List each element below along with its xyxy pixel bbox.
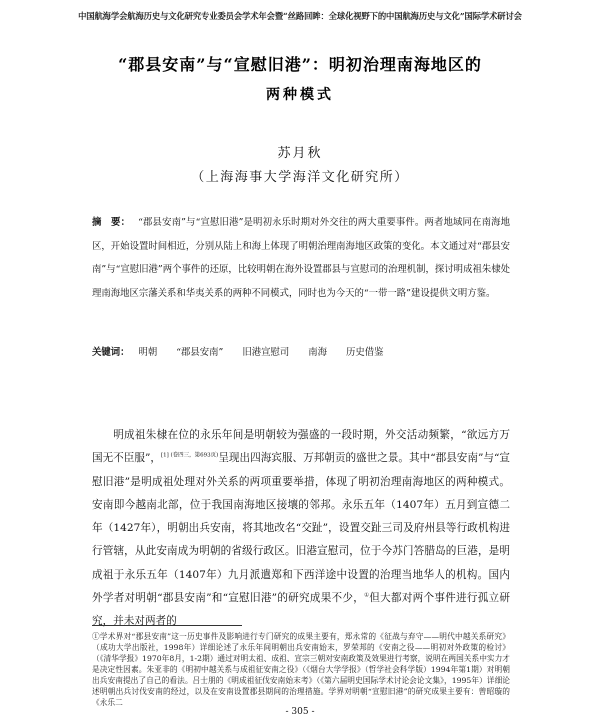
body-text-part-2: 呈现出四海宾服、万邦朝贡的盛世之景。其中“郡县安南”与“宣慰旧港”是明成祖处理对外关系的两项重要举措，体现了明初治理南海地区的两种模式。安南即今越南北部，位于我国南海地区接壤的邻邦。永乐五年（1407年）五月到宣德二年（1427年），明朝出兵安南，将其地改名“交趾”，设置交趾三司及府州县等行政机构进行管辖，从此安南成为明朝的省级行政区。旧港宣慰司，位于今苏门答腊岛的巨港，是明成祖于永乐五年（1407年）九月派遣郑和下西洋途中设置的治理当地华人的机构。国内外学者对明朝“郡县安南”和“宣慰旧港”的研究成果不少， (92, 452, 511, 605)
author-name: 苏月秋 (277, 146, 323, 161)
citation-marker: [1] (卷四三，第693页) (160, 452, 219, 459)
keywords (92, 345, 510, 361)
abstract (92, 211, 510, 305)
body-paragraph (92, 424, 510, 634)
abstract-text: “郡县安南”与“宣慰旧港”是明初永乐时期对外交往的两大重要事件。两者地域同在南海地区，开始设置时间相近，分别从陆上和海上体现了明朝治理南海地区政策的变化。本文通过对“郡县安南”与“宣慰旧港”两个事件的还原，比较明朝在海外设置郡县与宣慰司的治理机制，探讨明成祖朱棣处理南海地区宗藩关系和华夷关系的两种不同模式，同时也为今天的“一带一路”建设提供文明方鉴。 (92, 217, 510, 299)
footnote-marker: ① (364, 592, 370, 599)
body-text-part-3: 但大都对两个事件进行孤立研究，并未对两者的 (92, 592, 510, 628)
body-text-part-1: 明成祖朱棣在位的永乐年间是明朝较为强盛的一段时期，外交活动频繁，“欲远方万国无不臣服”， (92, 429, 510, 465)
keywords-label: 关键词： (92, 347, 130, 358)
keyword-item: 明朝 (138, 347, 158, 358)
keyword-item: 南海 (308, 347, 327, 358)
footnote: ①学术界对“郡县安南”这一历史事件及影响进行专门研究的成果主要有，郑永常的《征战与弃守——明代中越关系研究》（成功大学出版社，1998年）详细论述了永乐年间明朝出兵安南始末，罗荣邦的《安南之役——明初对外政策的检讨》（《清华学报》1970年8月，1-2期）通过对明太祖、成祖、宣宗三朝对安南政策及效果进行考察，说明在两国关系中实力才是决定性因素。朱亚非的《明初中越关系与成祖征安南之役》（《烟台大学学报》（哲学社会科学版）1994年第1期）对明朝出兵安南提出了自己的看法。吕士朋的《明成祖征伐安南始末考》（《第六届明史国际学术讨论会论文集》，1995年）详细论述明朝出兵讨伐安南的经过，以及在安南设置郡县期间的治理措施。学界对明朝“宣慰旧港”的研究成果主要有：曾昭璇的《永乐二 (92, 632, 510, 707)
abstract-label: 摘 要： (92, 217, 131, 228)
footnote-divider (92, 625, 242, 626)
page-number: - 305 - (285, 707, 315, 717)
running-header: 中国航海学会航海历史与文化研究专业委员会学术年会暨“丝路回眸：全球化视野下的中国航海历史与文化”国际学术研讨会 (78, 11, 522, 21)
keyword-item: 旧港宣慰司 (242, 347, 290, 358)
article-title-line-2: 两种模式 (266, 87, 334, 103)
keyword-item: 历史借鉴 (345, 347, 384, 358)
keyword-item: “郡县安南” (176, 347, 224, 358)
article-title-line-1: “郡县安南”与“宣慰旧港”：明初治理南海地区的 (118, 55, 482, 74)
author-affiliation: （上海海事大学海洋文化研究所） (191, 170, 409, 185)
